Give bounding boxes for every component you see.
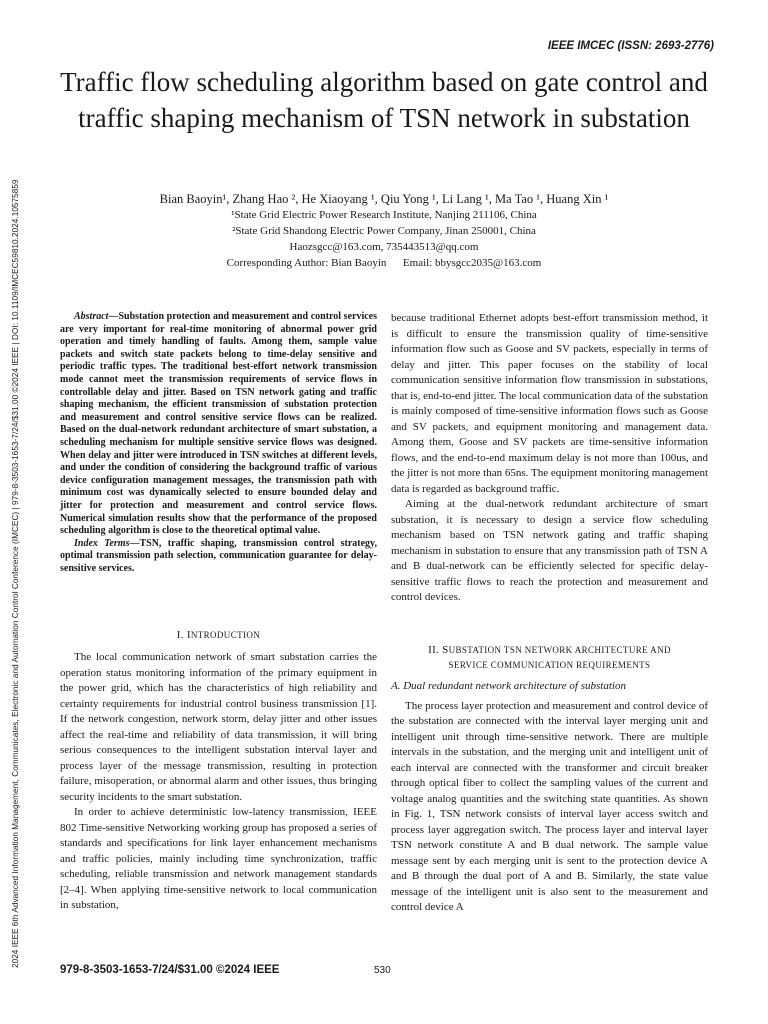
abstract-label: Abstract [74, 311, 109, 322]
paragraph: because traditional Ethernet adopts best-effort transmission method, it is difficult to ensure the transmission quality of time-sensitive information flow such as Goose and SV packets, especially in terms of delay and jitter. This paper focuses on the stability of local communication sensitive information flow transmission in substations, that is, end-to-end jitter. The local communication data of the substation is mainly composed of time-sensitive information flows such as Goose and SV packets, and equipment monitoring and management data. Among them, Goose and SV packets are time-sensitive information flows, and the end-to-end maximum delay is not more than 100us, and the jitter is not more than 65ns. The equipment monitoring management data is regarded as background traffic. [391, 312, 708, 495]
corresponding-author: Corresponding Author: Bian Baoyin Email: bbysgcc2035@163.com [226, 257, 542, 269]
paper-title: Traffic flow scheduling algorithm based on gate control and traffic shaping mechanism of TSN network in substation [60, 67, 708, 133]
affiliation-1: ¹State Grid Electric Power Research Institute, Nanjing 211106, China [231, 209, 537, 221]
section-2-body [391, 679, 708, 916]
page-number: 530 [374, 965, 391, 976]
affiliation-2: ²State Grid Shandong Electric Power Company, Jinan 250001, China [232, 225, 536, 237]
subsection-a-heading: A. Dual redundant network architecture of substation [391, 680, 626, 692]
side-doi-text: 2024 IEEE 6th Advanced Information Management, Communicates, Electronic and Automation Control Conference (IMCEC) | 979-8-3503-1653-7/24/$31.00 ©2024 IEEE | DOI: 10.1109/IMCEC59810.2024.10575859 [11, 179, 20, 968]
footer-isbn: 979-8-3503-1653-7/24/$31.00 ©2024 IEEE [60, 964, 280, 976]
author-list: Bian Baoyin¹, Zhang Hao ², He Xiaoyang ¹, Qiu Yong ¹, Li Lang ¹, Ma Tao ¹, Huang Xin ¹ [159, 192, 609, 206]
side-doi-note [10, 58, 24, 968]
right-column-intro [391, 311, 708, 606]
author-emails: Haozsgcc@163.com, 735443513@qq.com [289, 241, 479, 253]
paragraph: In order to achieve deterministic low-latency transmission, IEEE 802 Time-sensitive Networking working group has proposed a series of standards and specifications for link layer enhancement mechanisms and traffic policies, mainly including time synchronization, traffic scheduling, reliable transmission and network management standards [2–4]. When applying time-sensitive network to local communication in substation, [60, 806, 377, 911]
paragraph: The local communication network of smart substation carries the operation status monitoring information of the primary equipment in the power grid, which has the characteristics of high reliability and certainty requirements for industrial control business transmission [1]. If the network congestion, network storm, delay jitter and other issues affect the real-time and reliability of data transmission, it will bring serious consequences to the intelligent substation interval layer and process layer of the message transmission, resulting in protection failure, misoperation, or abnormal alarm and other issues, thus bringing security incidents to the smart substation. [60, 651, 377, 803]
paragraph: Aiming at the dual-network redundant architecture of smart substation, it is necessary to design a service flow scheduling mechanism based on TSN network gating and traffic shaping mechanism in substation to ensure that any transmission path of TSN A and B dual-network can be efficiently selected for specific delay-sensitive traffic flows to reach the protection and measurement and control devices. [391, 498, 708, 603]
abstract-block [60, 311, 377, 575]
section-1-heading: I. INTRODUCTION [176, 629, 261, 641]
index-terms-text: —TSN, traffic shaping, transmission control strategy, optimal transmission path selection, communication guarantee for delay-sensitive services. [60, 537, 377, 574]
journal-header: IEEE IMCEC (ISSN: 2693-2776) [547, 40, 714, 52]
section-1-body [60, 650, 377, 914]
abstract-text: —Substation protection and measurement and control services are very important for real-time monitoring of abnormal power grid operation and timely handling of faults. Among them, sample value packets and switch state packets belong to time-delay sensitive and periodic traffic types. The traditional best-effort network transmission mode cannot meet the transmission requirements of service flows in controllable delay and jitter. Based on TSN network gating and traffic shaping mechanism, the efficient transmission of substation protection and measurement and control sensitive service flows can be realized. Based on the dual-network redundant architecture of smart substation, a scheduling mechanism for multiple sensitive service flows was designed. When delay and jitter were introduced in TSN switches at different levels, and under the condition of considering the background traffic of various device configuration management messages, the transmission path with minimum cost was dynamically selected to ensure bounded delay and jitter for protection and measurement and control service flows. Numerical simulation results show that the performance of the proposed scheduling algorithm is close to the theoretical optimal value. [60, 311, 377, 537]
index-terms-label: Index Terms [74, 537, 130, 549]
section-2-heading: II. SUBSTATION TSN NETWORK ARCHITECTURE AND SERVICE COMMUNICATION REQUIREMENTS [428, 644, 671, 670]
paragraph: The process layer protection and measurement and control device of the substation are connected with the interval layer merging unit and intelligent unit through time-sensitive network. There are multiple intervals in the substation, and the merging unit and intelligent unit of each interval are connected with the transformer and circuit breaker through optical fiber to collect the sampling values of the current and voltage analog quantities and the switching state quantities. As shown in Fig. 1, TSN network consists of interval layer access switch and process layer aggregation switch. The process layer and interval layer TSN network constitute A and B dual network. The sample value message sent by each merging unit is sent to the protection device A and B through the dual port of A and B. Similarly, the state value message of the intelligent unit is also sent to the measurement and control device A [391, 699, 708, 913]
